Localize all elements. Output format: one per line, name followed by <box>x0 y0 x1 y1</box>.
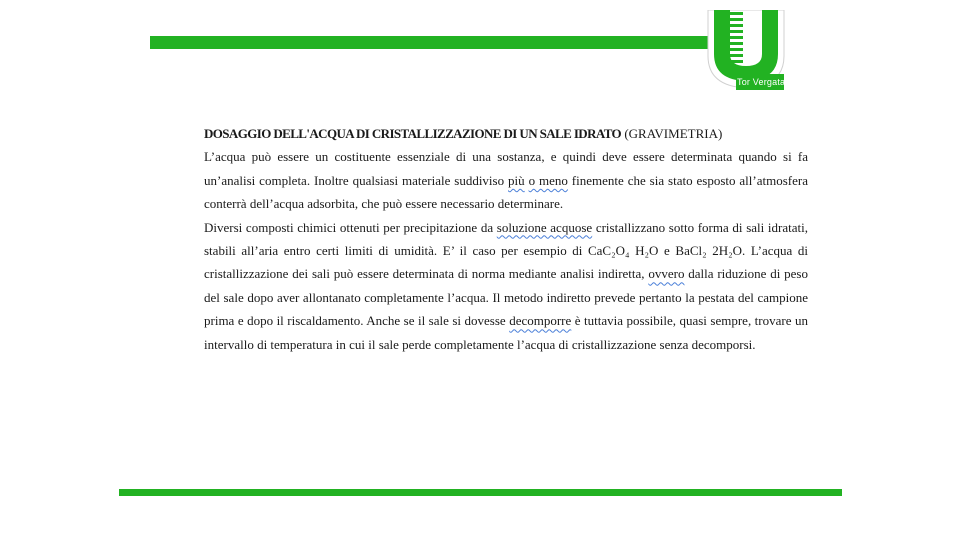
document-body <box>204 122 808 356</box>
p2-text-c: dalla riduzione di peso del sale dopo aver allontanato completamente l’acqua. Il metodo indiretto prevede pertanto la pestata del campione prima e dopo il riscaldamento. Anche se il sale si dovesse <box>204 266 808 329</box>
title-method: (GRAVIMETRIA) <box>624 126 723 141</box>
header-green-bar <box>150 36 710 49</box>
title-text: DOSAGGIO DELL'ACQUA DI CRISTALLIZZAZIONE DI UN SALE IDRATO <box>204 126 622 141</box>
document-title <box>204 122 808 145</box>
p1-text-c: finemente che sia stato esposto all’atmosfera conterrà dell’acqua adsorbita, che può essere necessario determinare. <box>204 172 808 212</box>
p2-text-b: cristallizzano sotto forma di sali idratati, stabili all’aria entro certi limiti di umidità. E’ il caso per esempio di CaC₂O₄ H₂O e BaCl₂ 2H₂O. L’acqua di cristallizzazione dei sali può essere determinata di norma mediante analisi indiretta, <box>204 219 808 282</box>
paragraph-1 <box>204 145 808 215</box>
p1-text-a: L’acqua può essere un costituente essenziale di una sostanza, e quindi deve essere determinata quando si fa un’analisi completa. Inoltre qualsiasi materiale suddiviso <box>204 149 808 188</box>
p2-text-a: Diversi composti chimici ottenuti per precipitazione da <box>204 219 497 235</box>
spellcheck-word: più <box>508 172 525 188</box>
spellcheck-word: ovvero <box>648 266 685 282</box>
spellcheck-word: decomporre <box>509 313 572 329</box>
logo-label: Tor Vergata <box>737 77 786 87</box>
paragraph-2 <box>204 216 808 356</box>
footer-green-bar <box>119 489 842 496</box>
spellcheck-word: o meno <box>528 172 568 188</box>
spellcheck-word: soluzione acquose <box>496 219 593 235</box>
p2-text-d: è tuttavia possibile, quasi sempre, trovare un intervallo di temperatura in cui il sale perde completamente l’acqua di cristallizzazione senza decomporsi. <box>204 313 808 352</box>
